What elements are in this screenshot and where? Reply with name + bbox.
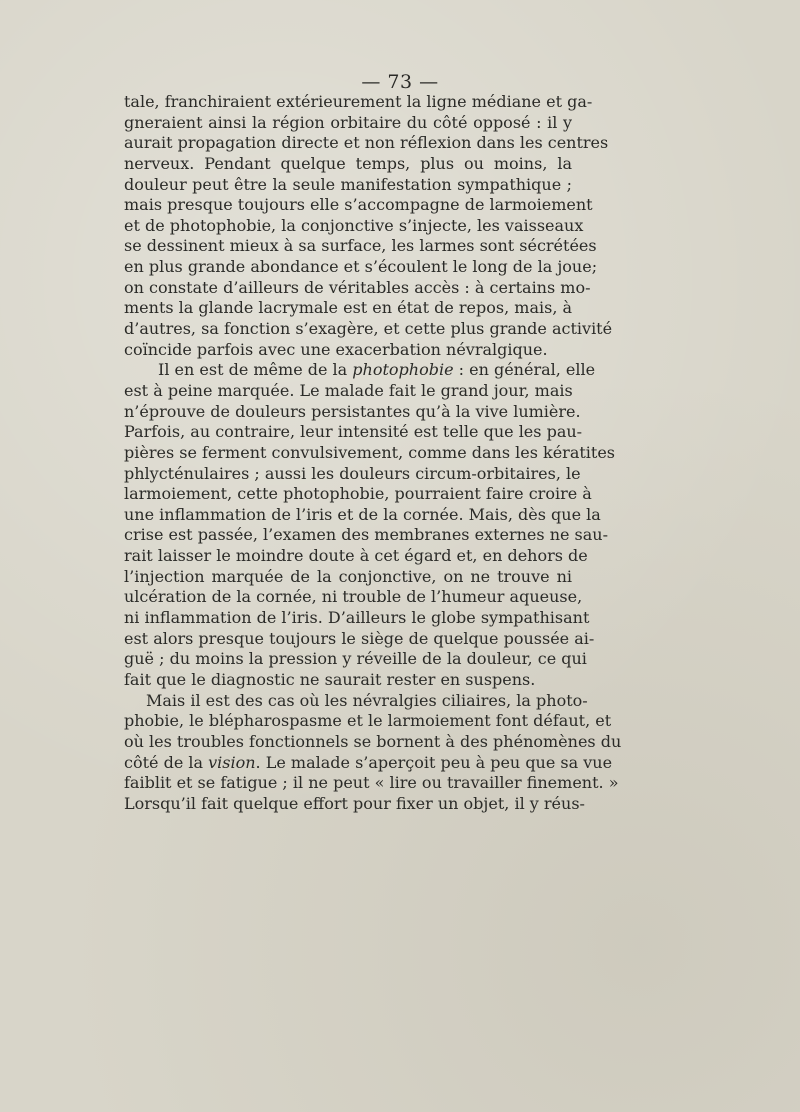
text-line-18: pières se ferment convulsivement, comme dans les kératites [124, 442, 616, 462]
text-line-6: mais presque toujours elle s’accompagne de larmoiement [124, 195, 593, 215]
text-line-32: où les troubles fonctionnels se bornent à des phénomènes du [124, 731, 622, 751]
text-line-7: et de photophobie, la conjonctive s’injecte, les vaisseaux [124, 215, 584, 235]
text-line-9: en plus grande abondance et s’écoulent le long de la joue; [124, 257, 598, 277]
text-line-21: une inflammation de l’iris et de la cornée. Mais, dès que la [124, 504, 601, 524]
text-line-23: rait laisser le moindre doute à cet égard et, en dehors de [124, 546, 588, 566]
text-line-35: Lorsqu’il fait quelque effort pour fixer un objet, il y réus- [124, 793, 585, 813]
text-line-14-start: Il en est de même de la [158, 360, 353, 380]
text-line-28: guë ; du moins la pression y réveille de la douleur, ce qui [124, 649, 587, 669]
text-line-12: d’autres, sa fonction s’exagère, et cette plus grande activité [124, 319, 613, 339]
text-line-2: gneraient ainsi la région orbitaire du côté opposé : il y [124, 112, 572, 132]
text-line-3: aurait propagation directe et non réflexion dans les centres [124, 133, 609, 153]
italic-vision: vision [208, 752, 256, 772]
text-line-17: Parfois, au contraire, leur intensité est telle que les pau- [124, 422, 583, 442]
italic-photophobie: photophobie [352, 360, 454, 380]
text-line-10: on constate d’ailleurs de véritables accès : à certains mo- [124, 277, 591, 297]
text-line-33 [124, 752, 613, 774]
text-line-13: coïncide parfois avec une exacerbation névralgique. [124, 339, 548, 359]
text-line-22: crise est passée, l’examen des membranes externes ne sau- [124, 525, 609, 545]
page-number: — 73 — [361, 71, 439, 93]
text-line-20: larmoiement, cette photophobie, pourraient faire croire à [124, 484, 592, 504]
text-line-33-start: côté de la [124, 752, 209, 772]
text-line-24: l’injection marquée de la conjonctive, on ne trouve ni [124, 566, 572, 586]
text-line-11: ments la glande lacrymale est en état de repos, mais, à [124, 298, 573, 318]
text-line-30: Mais il est des cas où les névralgies ciliaires, la photo- [146, 690, 588, 710]
text-line-16: n’éprouve de douleurs persistantes qu’à la vive lumière. [124, 401, 581, 421]
text-line-5: douleur peut être la seule manifestation sympathique ; [124, 174, 572, 194]
text-line-15: est à peine marquée. Le malade fait le grand jour, mais [124, 380, 573, 400]
text-line-34: faiblit et se fatigue ; il ne peut « lire ou travailler finement. » [124, 773, 619, 793]
text-line-26: ni inflammation de l’iris. D’ailleurs le globe sympathisant [124, 608, 590, 628]
body-text [124, 92, 622, 814]
text-line-27: est alors presque toujours le siège de quelque poussée ai- [124, 628, 595, 648]
text-line-14-end: : en général, elle [453, 360, 596, 380]
text-line-31: phobie, le blépharospasme et le larmoiement font défaut, et [124, 711, 612, 731]
text-line-8: se dessinent mieux à sa surface, les larmes sont sécrétées [124, 236, 597, 256]
text-line-29: fait que le diagnostic ne saurait rester en suspens. [124, 669, 536, 689]
text-line-19: phlycténulaires ; aussi les douleurs circum-orbitaires, le [124, 463, 581, 483]
text-line-33-end: . Le malade s’aperçoit peu à peu que sa vue [255, 752, 613, 772]
text-line-4: nerveux. Pendant quelque temps, plus ou moins, la [124, 153, 572, 173]
text-line-25: ulcération de la cornée, ni trouble de l’humeur aqueuse, [124, 587, 583, 607]
text-line-1: tale, franchiraient extérieurement la ligne médiane et ga- [124, 92, 593, 111]
text-line-14 [124, 360, 596, 381]
